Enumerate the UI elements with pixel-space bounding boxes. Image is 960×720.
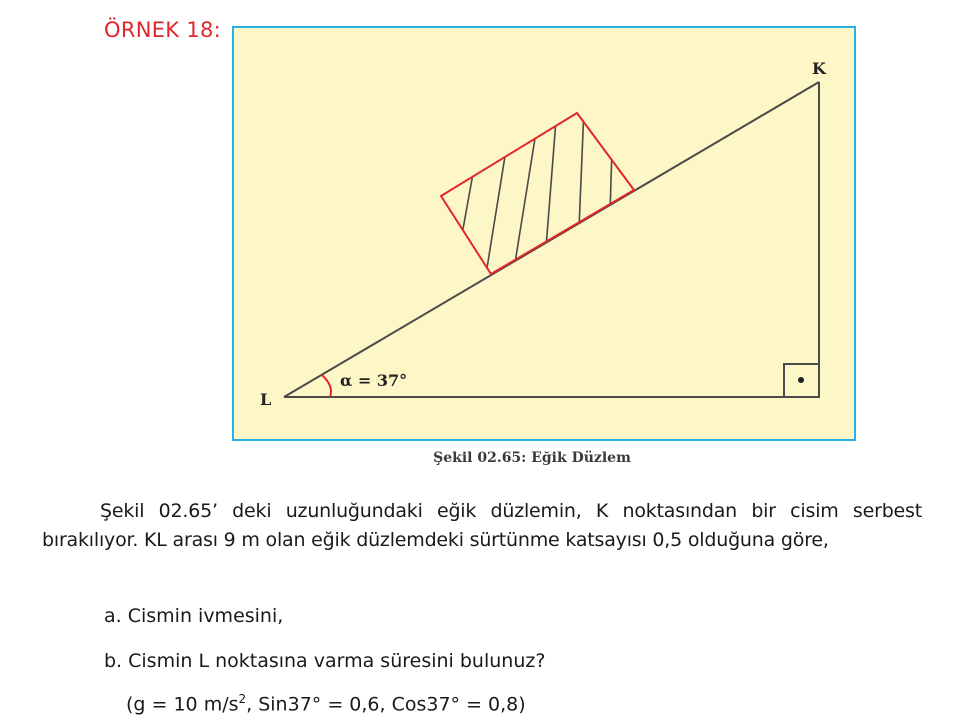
problem-text: Şekil 02.65’ deki uzunluğundaki eğik düzlemin, K noktasından bir cisim serbest bırakılıyor. KL arası 9 m olan eğik düzlemdeki sürtünme katsayısı 0,5 olduğuna göre, — [42, 500, 922, 551]
right-angle-dot — [798, 377, 804, 383]
vertex-k-label: K — [812, 59, 826, 78]
figure-caption: Şekil 02.65: Eğik Düzlem — [433, 450, 631, 466]
angle-label: α = 37° — [340, 371, 408, 390]
given-prefix: (g = 10 m/s — [126, 693, 239, 716]
question-b: b. Cismin L noktasına varma süresini bulunuz? — [104, 650, 546, 672]
block-hatching — [456, 108, 612, 268]
given-rest: , Sin37° = 0,6, Cos37° = 0,8) — [246, 693, 526, 716]
question-a: a. Cismin ivmesini, — [104, 605, 284, 627]
given-superscript: 2 — [238, 692, 247, 706]
vertex-l-label: L — [260, 390, 272, 409]
angle-arc — [322, 375, 331, 397]
inclined-plane-figure — [234, 28, 854, 439]
example-label: ÖRNEK 18: — [104, 18, 222, 42]
figure-frame — [232, 26, 856, 441]
given-values — [126, 692, 526, 715]
